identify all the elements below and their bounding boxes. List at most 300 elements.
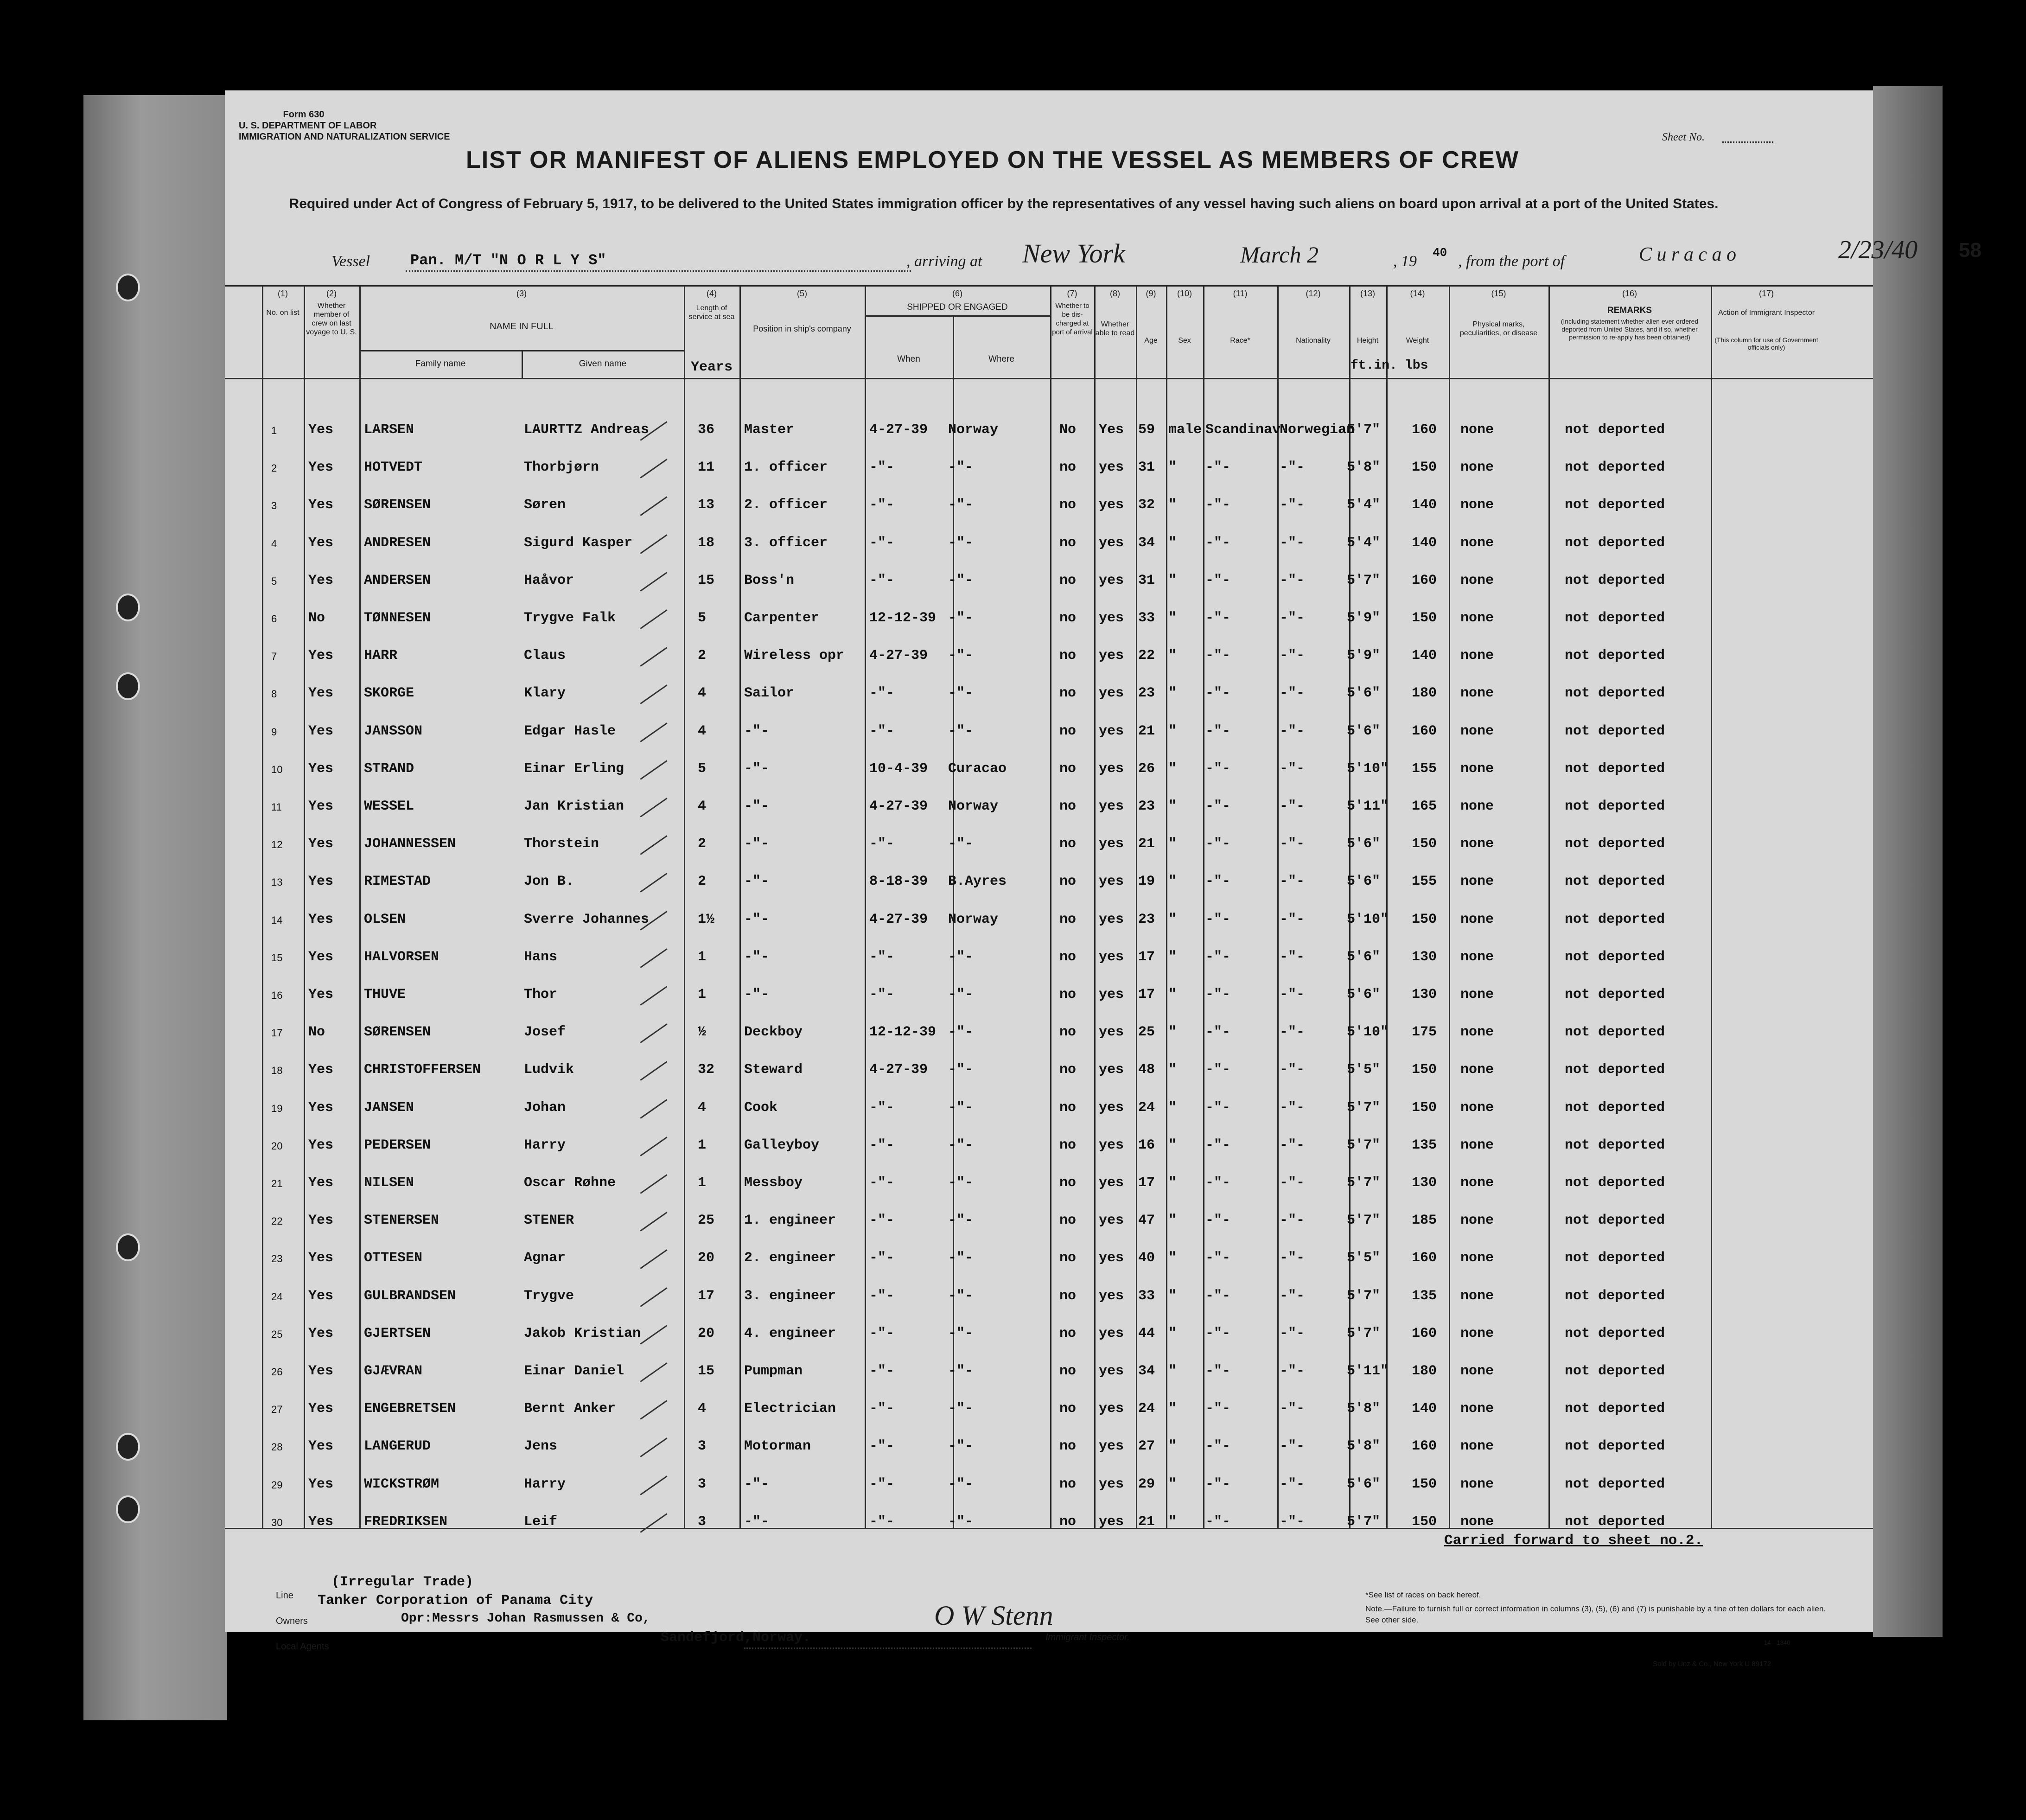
cell-shipped-when: -"- bbox=[869, 723, 895, 739]
cell-remarks: not deported bbox=[1565, 1100, 1665, 1116]
cell-member-last-voyage: Yes bbox=[308, 1438, 334, 1454]
check-mark-icon bbox=[640, 1287, 667, 1307]
cell-member-last-voyage: Yes bbox=[308, 987, 334, 1003]
cell-sex: " bbox=[1168, 610, 1177, 626]
cell-age: 22 bbox=[1138, 648, 1155, 664]
cell-weight: 160 bbox=[1412, 1326, 1437, 1341]
vessel-name: Pan. M/T "N O R L Y S" bbox=[410, 252, 606, 269]
cell-age: 29 bbox=[1138, 1476, 1155, 1492]
cell-able-to-read: yes bbox=[1099, 535, 1124, 551]
cell-shipped-where: -"- bbox=[948, 1250, 974, 1266]
cell-discharged: no bbox=[1059, 1326, 1077, 1341]
cell-physical-marks: none bbox=[1460, 1438, 1494, 1454]
cell-nationality: -"- bbox=[1280, 497, 1305, 513]
cell-discharged: no bbox=[1059, 1363, 1077, 1379]
check-mark-icon bbox=[640, 1137, 667, 1156]
cell-shipped-when: -"- bbox=[869, 1288, 895, 1304]
cell-family-name: ENGEBRETSEN bbox=[364, 1401, 456, 1417]
cell-age: 17 bbox=[1138, 987, 1155, 1003]
cell-age: 48 bbox=[1138, 1062, 1155, 1078]
cell-sex: " bbox=[1168, 648, 1177, 664]
binding-strip bbox=[83, 95, 227, 1720]
cell-member-last-voyage: Yes bbox=[308, 497, 334, 513]
line-label: Line bbox=[276, 1590, 293, 1601]
cell-age: 21 bbox=[1138, 1514, 1155, 1530]
cell-family-name: OTTESEN bbox=[364, 1250, 423, 1266]
cell-race: -"- bbox=[1205, 1326, 1231, 1341]
check-mark-icon bbox=[640, 835, 667, 855]
cell-position: -"- bbox=[744, 1476, 770, 1492]
cell-age: 25 bbox=[1138, 1024, 1155, 1040]
cell-discharged: no bbox=[1059, 460, 1077, 475]
cell-physical-marks: none bbox=[1460, 987, 1494, 1003]
cell-sex: " bbox=[1168, 949, 1177, 965]
manifest-sheet bbox=[225, 90, 1981, 1668]
cell-shipped-when: 4-27-39 bbox=[869, 422, 928, 438]
cell-given-name: Jon B. bbox=[524, 874, 574, 889]
cell-given-name: Einar Daniel bbox=[524, 1363, 624, 1379]
cell-length-of-service: 20 bbox=[698, 1326, 715, 1341]
cell-physical-marks: none bbox=[1460, 1476, 1494, 1492]
cell-position: 4. engineer bbox=[744, 1326, 836, 1341]
cell-row-number: 17 bbox=[271, 1027, 283, 1039]
cell-race: -"- bbox=[1205, 535, 1231, 551]
cell-physical-marks: none bbox=[1460, 460, 1494, 475]
cell-shipped-when: -"- bbox=[869, 535, 895, 551]
cell-physical-marks: none bbox=[1460, 1024, 1494, 1040]
cell-weight: 130 bbox=[1412, 949, 1437, 965]
cell-member-last-voyage: Yes bbox=[308, 723, 334, 739]
cell-given-name: Haåvor bbox=[524, 573, 574, 588]
cell-height: 5'7" bbox=[1347, 1137, 1381, 1153]
cell-physical-marks: none bbox=[1460, 1363, 1494, 1379]
agents-label: Local Agents bbox=[276, 1641, 329, 1652]
cell-shipped-when: -"- bbox=[869, 1476, 895, 1492]
cell-discharged: no bbox=[1059, 1137, 1077, 1153]
cell-age: 23 bbox=[1138, 798, 1155, 814]
cell-discharged: no bbox=[1059, 1476, 1077, 1492]
service: IMMIGRATION AND NATURALIZATION SERVICE bbox=[239, 132, 450, 142]
cell-member-last-voyage: Yes bbox=[308, 1401, 334, 1417]
cell-height: 5'10" bbox=[1347, 1024, 1389, 1040]
check-mark-icon bbox=[640, 760, 667, 780]
col-rule bbox=[1094, 285, 1096, 1528]
cell-age: 27 bbox=[1138, 1438, 1155, 1454]
cell-position: -"- bbox=[744, 1514, 770, 1530]
cell-family-name: TØNNESEN bbox=[364, 610, 431, 626]
cell-family-name: ANDRESEN bbox=[364, 535, 431, 551]
header-weight: Weight bbox=[1406, 337, 1429, 345]
cell-family-name: HALVORSEN bbox=[364, 949, 440, 965]
colnum-7: (7) bbox=[1067, 289, 1077, 298]
cell-race: -"- bbox=[1205, 685, 1231, 701]
col-rule bbox=[1203, 285, 1204, 1528]
form-header bbox=[239, 109, 450, 142]
cell-height: 5'8" bbox=[1347, 1438, 1381, 1454]
cell-height: 5'9" bbox=[1347, 648, 1381, 664]
from-port-date: 2/23/40 bbox=[1838, 236, 1918, 264]
failure-note: Note.—Failure to furnish full or correct information in columns (3), (5), (6) and (7) is punishable by a fine of ten dollars for each alien. See other side. bbox=[1365, 1604, 1826, 1624]
cell-nationality: -"- bbox=[1280, 1250, 1305, 1266]
cell-position: 1. officer bbox=[744, 460, 828, 475]
cell-nationality: -"- bbox=[1280, 1476, 1305, 1492]
cell-shipped-where: -"- bbox=[948, 1476, 974, 1492]
cell-race: -"- bbox=[1205, 573, 1231, 588]
cell-family-name: JANSEN bbox=[364, 1100, 414, 1116]
header-name-in-full: NAME IN FULL bbox=[490, 321, 554, 332]
cell-remarks: not deported bbox=[1565, 1438, 1665, 1454]
cell-length-of-service: 15 bbox=[698, 1363, 715, 1379]
cell-member-last-voyage: Yes bbox=[308, 1175, 334, 1191]
cell-sex: " bbox=[1168, 497, 1177, 513]
cell-family-name: HARR bbox=[364, 648, 398, 664]
cell-discharged: no bbox=[1059, 1100, 1077, 1116]
cell-nationality: -"- bbox=[1280, 1401, 1305, 1417]
cell-row-number: 22 bbox=[271, 1215, 283, 1227]
cell-discharged: no bbox=[1059, 1514, 1077, 1530]
cell-race: -"- bbox=[1205, 987, 1231, 1003]
cell-weight: 140 bbox=[1412, 648, 1437, 664]
cell-shipped-where: -"- bbox=[948, 648, 974, 664]
cell-nationality: -"- bbox=[1280, 460, 1305, 475]
cell-length-of-service: 1 bbox=[698, 987, 707, 1003]
check-mark-icon bbox=[640, 1325, 667, 1345]
cell-family-name: PEDERSEN bbox=[364, 1137, 431, 1153]
cell-remarks: not deported bbox=[1565, 1326, 1665, 1341]
cell-member-last-voyage: Yes bbox=[308, 1288, 334, 1304]
cell-length-of-service: ½ bbox=[698, 1024, 707, 1040]
cell-able-to-read: yes bbox=[1099, 1326, 1124, 1341]
cell-height: 5'11" bbox=[1347, 1363, 1389, 1379]
cell-length-of-service: 5 bbox=[698, 610, 707, 626]
cell-sex: male bbox=[1168, 422, 1202, 438]
cell-row-number: 16 bbox=[271, 990, 283, 1001]
cell-weight: 155 bbox=[1412, 874, 1437, 889]
cell-weight: 160 bbox=[1412, 1250, 1437, 1266]
sheet-number-label: Sheet No. bbox=[1662, 131, 1705, 143]
cell-position: Master bbox=[744, 422, 795, 438]
cell-age: 34 bbox=[1138, 535, 1155, 551]
cell-given-name: Edgar Hasle bbox=[524, 723, 616, 739]
check-mark-icon bbox=[640, 609, 667, 629]
cell-shipped-where: -"- bbox=[948, 723, 974, 739]
cell-height: 5'7" bbox=[1347, 1175, 1381, 1191]
cell-length-of-service: 4 bbox=[698, 685, 707, 701]
cell-physical-marks: none bbox=[1460, 648, 1494, 664]
cell-weight: 180 bbox=[1412, 1363, 1437, 1379]
cell-age: 24 bbox=[1138, 1401, 1155, 1417]
line-value: (Irregular Trade) bbox=[331, 1574, 474, 1590]
cell-given-name: Sverre Johannes bbox=[524, 912, 650, 927]
cell-race: -"- bbox=[1205, 1288, 1231, 1304]
cell-shipped-when: -"- bbox=[869, 497, 895, 513]
cell-length-of-service: 17 bbox=[698, 1288, 715, 1304]
cell-given-name: Johan bbox=[524, 1100, 566, 1116]
cell-length-of-service: 2 bbox=[698, 836, 707, 852]
cell-remarks: not deported bbox=[1565, 1401, 1665, 1417]
check-mark-icon bbox=[640, 572, 667, 592]
cell-able-to-read: yes bbox=[1099, 1363, 1124, 1379]
arriving-date: March 2 bbox=[1240, 242, 1319, 268]
cell-member-last-voyage: Yes bbox=[308, 912, 334, 927]
cell-shipped-where: -"- bbox=[948, 1024, 974, 1040]
cell-family-name: JOHANNESSEN bbox=[364, 836, 456, 852]
cell-physical-marks: none bbox=[1460, 1100, 1494, 1116]
cell-height: 5'6" bbox=[1347, 949, 1381, 965]
cell-position: Deckboy bbox=[744, 1024, 803, 1040]
cell-height: 5'7" bbox=[1347, 573, 1381, 588]
cell-family-name: GJÆVRAN bbox=[364, 1363, 423, 1379]
department: U. S. DEPARTMENT OF LABOR bbox=[239, 121, 377, 131]
check-mark-icon bbox=[640, 647, 667, 667]
cell-remarks: not deported bbox=[1565, 1250, 1665, 1266]
cell-row-number: 29 bbox=[271, 1479, 283, 1491]
cell-discharged: no bbox=[1059, 723, 1077, 739]
cell-height: 5'6" bbox=[1347, 1476, 1381, 1492]
cell-family-name: RIMESTAD bbox=[364, 874, 431, 889]
cell-able-to-read: yes bbox=[1099, 836, 1124, 852]
cell-nationality: -"- bbox=[1280, 874, 1305, 889]
binder-hole bbox=[116, 274, 140, 301]
cell-discharged: no bbox=[1059, 836, 1077, 852]
cell-position: Wireless opr bbox=[744, 648, 845, 664]
cell-shipped-when: 4-27-39 bbox=[869, 648, 928, 664]
cell-race: -"- bbox=[1205, 1062, 1231, 1078]
cell-row-number: 19 bbox=[271, 1103, 283, 1114]
cell-weight: 175 bbox=[1412, 1024, 1437, 1040]
cell-sex: " bbox=[1168, 460, 1177, 475]
cell-sex: " bbox=[1168, 1326, 1177, 1341]
cell-shipped-where: -"- bbox=[948, 987, 974, 1003]
header-no-on-list: No. on list bbox=[266, 309, 299, 317]
cell-able-to-read: yes bbox=[1099, 1288, 1124, 1304]
cell-remarks: not deported bbox=[1565, 1213, 1665, 1228]
cell-shipped-where: -"- bbox=[948, 1438, 974, 1454]
cell-shipped-where: -"- bbox=[948, 1326, 974, 1341]
cell-age: 23 bbox=[1138, 685, 1155, 701]
cell-member-last-voyage: Yes bbox=[308, 1062, 334, 1078]
cell-family-name: GJERTSEN bbox=[364, 1326, 431, 1341]
cell-physical-marks: none bbox=[1460, 1288, 1494, 1304]
cell-length-of-service: 32 bbox=[698, 1062, 715, 1078]
cell-nationality: -"- bbox=[1280, 1213, 1305, 1228]
cell-position: -"- bbox=[744, 723, 770, 739]
check-mark-icon bbox=[640, 1400, 667, 1420]
cell-given-name: Søren bbox=[524, 497, 566, 513]
cell-race: -"- bbox=[1205, 836, 1231, 852]
cell-given-name: Bernt Anker bbox=[524, 1401, 616, 1417]
check-mark-icon bbox=[640, 1362, 667, 1382]
cell-nationality: -"- bbox=[1280, 798, 1305, 814]
cell-physical-marks: none bbox=[1460, 912, 1494, 927]
binder-hole bbox=[116, 1495, 140, 1523]
cell-age: 17 bbox=[1138, 949, 1155, 965]
cell-family-name: ANDERSEN bbox=[364, 573, 431, 588]
cell-position: Motorman bbox=[744, 1438, 811, 1454]
cell-remarks: not deported bbox=[1565, 1288, 1665, 1304]
cell-given-name: Klary bbox=[524, 685, 566, 701]
check-mark-icon bbox=[640, 722, 667, 742]
col-rule bbox=[1136, 285, 1137, 1528]
cell-physical-marks: none bbox=[1460, 1401, 1494, 1417]
check-mark-icon bbox=[640, 1099, 667, 1119]
cell-discharged: no bbox=[1059, 648, 1077, 664]
check-mark-icon bbox=[640, 1212, 667, 1232]
cell-shipped-where: -"- bbox=[948, 1288, 974, 1304]
agents-line2: Sandefjord,Norway. bbox=[661, 1630, 811, 1646]
cell-able-to-read: yes bbox=[1099, 1213, 1124, 1228]
cell-physical-marks: none bbox=[1460, 1514, 1494, 1530]
check-mark-icon bbox=[640, 1513, 667, 1533]
cell-physical-marks: none bbox=[1460, 836, 1494, 852]
header-height-unit: ft.in. bbox=[1351, 358, 1397, 373]
binder-hole bbox=[116, 672, 140, 700]
cell-physical-marks: none bbox=[1460, 1175, 1494, 1191]
cell-nationality: -"- bbox=[1280, 1326, 1305, 1341]
cell-weight: 150 bbox=[1412, 1476, 1437, 1492]
cell-member-last-voyage: Yes bbox=[308, 761, 334, 777]
cell-row-number: 28 bbox=[271, 1441, 283, 1453]
cell-height: 5'6" bbox=[1347, 987, 1381, 1003]
cell-position: Boss'n bbox=[744, 573, 795, 588]
from-port: C u r a c a o bbox=[1639, 244, 1736, 265]
cell-remarks: not deported bbox=[1565, 723, 1665, 739]
col-rule bbox=[1449, 285, 1450, 1528]
cell-able-to-read: yes bbox=[1099, 1401, 1124, 1417]
cell-discharged: no bbox=[1059, 535, 1077, 551]
cell-height: 5'6" bbox=[1347, 685, 1381, 701]
col-rule bbox=[1386, 285, 1388, 1528]
cell-family-name: OLSEN bbox=[364, 912, 406, 927]
cell-able-to-read: yes bbox=[1099, 610, 1124, 626]
header-action: Action of Immigrant Inspector bbox=[1718, 309, 1815, 317]
cell-physical-marks: none bbox=[1460, 1062, 1494, 1078]
cell-family-name: WESSEL bbox=[364, 798, 414, 814]
header-physical-marks: Physical marks, peculiarities, or disease bbox=[1459, 320, 1538, 337]
cell-shipped-where: -"- bbox=[948, 535, 974, 551]
cell-length-of-service: 3 bbox=[698, 1438, 707, 1454]
cell-weight: 135 bbox=[1412, 1288, 1437, 1304]
cell-row-number: 18 bbox=[271, 1065, 283, 1076]
cell-position: Messboy bbox=[744, 1175, 803, 1191]
cell-weight: 160 bbox=[1412, 723, 1437, 739]
binder-hole bbox=[116, 1433, 140, 1461]
cell-height: 5'7" bbox=[1347, 422, 1381, 438]
cell-discharged: no bbox=[1059, 761, 1077, 777]
cell-age: 59 bbox=[1138, 422, 1155, 438]
cell-length-of-service: 2 bbox=[698, 648, 707, 664]
cell-nationality: -"- bbox=[1280, 912, 1305, 927]
cell-family-name: SØRENSEN bbox=[364, 1024, 431, 1040]
cell-sex: " bbox=[1168, 1213, 1177, 1228]
cell-position: -"- bbox=[744, 798, 770, 814]
cell-remarks: not deported bbox=[1565, 1363, 1665, 1379]
cell-able-to-read: yes bbox=[1099, 573, 1124, 588]
cell-race: Scandinav bbox=[1205, 422, 1281, 438]
cell-row-number: 8 bbox=[271, 688, 277, 700]
header-nationality: Nationality bbox=[1296, 337, 1331, 345]
cell-shipped-where: -"- bbox=[948, 1175, 974, 1191]
cell-position: -"- bbox=[744, 987, 770, 1003]
agents-line1: Opr:Messrs Johan Rasmussen & Co, bbox=[401, 1611, 650, 1626]
cell-weight: 185 bbox=[1412, 1213, 1437, 1228]
cell-physical-marks: none bbox=[1460, 422, 1494, 438]
right-page-edge bbox=[1873, 86, 1943, 1637]
cell-given-name: LAURTTZ Andreas bbox=[524, 422, 650, 438]
cell-row-number: 5 bbox=[271, 575, 277, 587]
cell-sex: " bbox=[1168, 1363, 1177, 1379]
colnum-15: (15) bbox=[1491, 289, 1506, 298]
cell-able-to-read: yes bbox=[1099, 874, 1124, 889]
cell-shipped-when: -"- bbox=[869, 836, 895, 852]
cell-discharged: no bbox=[1059, 987, 1077, 1003]
cell-able-to-read: yes bbox=[1099, 1438, 1124, 1454]
cell-family-name: SKORGE bbox=[364, 685, 414, 701]
cell-race: -"- bbox=[1205, 874, 1231, 889]
cell-height: 5'5" bbox=[1347, 1062, 1381, 1078]
cell-discharged: no bbox=[1059, 1288, 1077, 1304]
cell-physical-marks: none bbox=[1460, 685, 1494, 701]
cell-remarks: not deported bbox=[1565, 874, 1665, 889]
cell-given-name: Oscar Røhne bbox=[524, 1175, 616, 1191]
cell-race: -"- bbox=[1205, 1175, 1231, 1191]
cell-member-last-voyage: Yes bbox=[308, 874, 334, 889]
page-subtitle: Required under Act of Congress of February 5, 1917, to be delivered to the United States immigration officer by the representatives of any vessel having such aliens on board upon arrival at a port of the United States. bbox=[289, 196, 1719, 211]
check-mark-icon bbox=[640, 1174, 667, 1194]
cell-member-last-voyage: Yes bbox=[308, 573, 334, 588]
cell-age: 34 bbox=[1138, 1363, 1155, 1379]
cell-row-number: 6 bbox=[271, 613, 277, 625]
cell-member-last-voyage: Yes bbox=[308, 1326, 334, 1341]
cell-able-to-read: yes bbox=[1099, 685, 1124, 701]
cell-member-last-voyage: Yes bbox=[308, 460, 334, 475]
check-mark-icon bbox=[640, 798, 667, 817]
cell-shipped-when: 4-27-39 bbox=[869, 798, 928, 814]
cell-row-number: 10 bbox=[271, 764, 283, 775]
cell-member-last-voyage: Yes bbox=[308, 1213, 334, 1228]
cell-position: Steward bbox=[744, 1062, 803, 1078]
cell-row-number: 9 bbox=[271, 726, 277, 738]
cell-shipped-when: 4-27-39 bbox=[869, 1062, 928, 1078]
header-action-note: (This column for use of Government officials only) bbox=[1714, 336, 1818, 351]
cell-able-to-read: yes bbox=[1099, 798, 1124, 814]
cell-age: 17 bbox=[1138, 1175, 1155, 1191]
cell-race: -"- bbox=[1205, 648, 1231, 664]
print-code: 14—1340 bbox=[1764, 1639, 1790, 1646]
cell-shipped-where: -"- bbox=[948, 1137, 974, 1153]
cell-nationality: -"- bbox=[1280, 610, 1305, 626]
cell-discharged: no bbox=[1059, 949, 1077, 965]
cell-member-last-voyage: Yes bbox=[308, 949, 334, 965]
cell-race: -"- bbox=[1205, 460, 1231, 475]
check-mark-icon bbox=[640, 948, 667, 968]
cell-height: 5'11" bbox=[1347, 798, 1389, 814]
colnum-2: (2) bbox=[326, 289, 337, 298]
cell-sex: " bbox=[1168, 1476, 1177, 1492]
cell-position: 3. engineer bbox=[744, 1288, 836, 1304]
cell-shipped-where: -"- bbox=[948, 685, 974, 701]
cell-row-number: 21 bbox=[271, 1178, 283, 1189]
cell-nationality: -"- bbox=[1280, 761, 1305, 777]
check-mark-icon bbox=[640, 1437, 667, 1457]
cell-weight: 155 bbox=[1412, 761, 1437, 777]
cell-row-number: 11 bbox=[271, 801, 282, 813]
cell-weight: 160 bbox=[1412, 1438, 1437, 1454]
cell-physical-marks: none bbox=[1460, 497, 1494, 513]
carried-forward: Carried forward to sheet no.2. bbox=[1444, 1533, 1703, 1549]
cell-given-name: Hans bbox=[524, 949, 558, 965]
header-race: Race* bbox=[1230, 337, 1250, 345]
